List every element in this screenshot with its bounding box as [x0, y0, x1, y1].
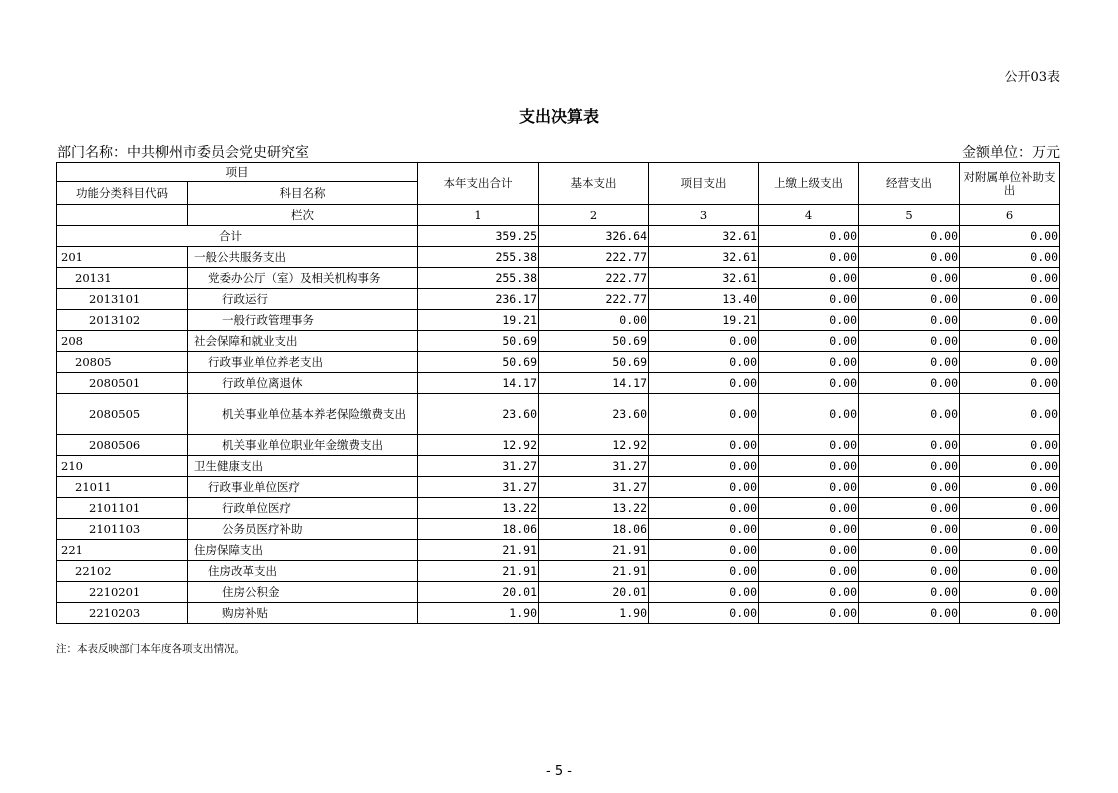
subject-name-cell: 社会保障和就业支出	[188, 331, 418, 352]
amount-cell: 0.00	[859, 289, 960, 310]
col-number: 2	[539, 205, 649, 226]
amount-cell: 0.00	[539, 310, 649, 331]
amount-cell: 23.60	[418, 394, 539, 435]
amount-cell: 12.92	[539, 435, 649, 456]
func-code-cell: 22102	[57, 561, 188, 582]
amount-cell: 0.00	[759, 477, 859, 498]
amount-cell: 0.00	[960, 394, 1060, 435]
subject-name-cell: 行政单位医疗	[188, 498, 418, 519]
total-value: 326.64	[539, 226, 649, 247]
amount-cell: 0.00	[759, 582, 859, 603]
func-code-cell: 2013101	[57, 289, 188, 310]
amount-cell: 19.21	[649, 310, 759, 331]
table-row	[57, 268, 1060, 289]
amount-cell: 13.22	[539, 498, 649, 519]
subject-name-cell: 机关事业单位职业年金缴费支出	[188, 435, 418, 456]
amount-cell: 0.00	[960, 247, 1060, 268]
amount-cell: 13.22	[418, 498, 539, 519]
total-value: 0.00	[759, 226, 859, 247]
amount-cell: 0.00	[960, 289, 1060, 310]
amount-cell: 0.00	[759, 268, 859, 289]
amount-cell: 255.38	[418, 268, 539, 289]
table-row	[57, 582, 1060, 603]
amount-cell: 0.00	[649, 352, 759, 373]
table-row	[57, 310, 1060, 331]
amount-cell: 31.27	[539, 456, 649, 477]
row-label: 栏次	[188, 205, 418, 226]
amount-cell: 0.00	[759, 289, 859, 310]
amount-cell: 0.00	[649, 477, 759, 498]
amount-cell: 19.21	[418, 310, 539, 331]
department-name: 部门名称：中共柳州市委员会党史研究室	[57, 145, 309, 161]
total-value: 32.61	[649, 226, 759, 247]
amount-cell: 0.00	[960, 603, 1060, 624]
total-value: 0.00	[859, 226, 960, 247]
total-value: 0.00	[960, 226, 1060, 247]
amount-cell: 0.00	[649, 456, 759, 477]
header-col-basic: 基本支出	[539, 163, 649, 205]
amount-cell: 0.00	[960, 456, 1060, 477]
expenditure-table	[56, 162, 1060, 624]
amount-cell: 0.00	[649, 394, 759, 435]
header-col-subsidy: 对附属单位补助支出	[960, 163, 1060, 205]
table-row	[57, 540, 1060, 561]
func-code-cell: 2210203	[57, 603, 188, 624]
amount-cell: 50.69	[418, 352, 539, 373]
func-code-cell: 208	[57, 331, 188, 352]
func-code-cell: 2080505	[57, 394, 188, 435]
col-number: 5	[859, 205, 960, 226]
table-row	[57, 247, 1060, 268]
amount-cell: 0.00	[759, 603, 859, 624]
amount-cell: 32.61	[649, 247, 759, 268]
amount-cell: 0.00	[649, 373, 759, 394]
amount-cell: 14.17	[539, 373, 649, 394]
amount-cell: 31.27	[418, 477, 539, 498]
total-value: 359.25	[418, 226, 539, 247]
header-subject-name: 科目名称	[188, 182, 418, 205]
table-row	[57, 373, 1060, 394]
amount-cell: 0.00	[960, 310, 1060, 331]
amount-cell: 0.00	[859, 561, 960, 582]
amount-cell: 0.00	[759, 247, 859, 268]
subject-name-cell: 行政单位离退休	[188, 373, 418, 394]
amount-cell: 21.91	[418, 540, 539, 561]
amount-cell: 0.00	[859, 310, 960, 331]
subject-name-cell: 党委办公厅（室）及相关机构事务	[188, 268, 418, 289]
col-number: 4	[759, 205, 859, 226]
amount-cell: 0.00	[759, 435, 859, 456]
amount-cell: 222.77	[539, 268, 649, 289]
table-row	[57, 352, 1060, 373]
amount-cell: 1.90	[418, 603, 539, 624]
header-col-project: 项目支出	[649, 163, 759, 205]
amount-cell: 0.00	[960, 519, 1060, 540]
amount-cell: 0.00	[759, 561, 859, 582]
amount-cell: 50.69	[539, 331, 649, 352]
amount-cell: 31.27	[539, 477, 649, 498]
amount-cell: 0.00	[960, 561, 1060, 582]
amount-cell: 236.17	[418, 289, 539, 310]
func-code-cell: 2080506	[57, 435, 188, 456]
amount-cell: 0.00	[960, 373, 1060, 394]
amount-cell: 0.00	[649, 582, 759, 603]
func-code-cell: 2013102	[57, 310, 188, 331]
subject-name-cell: 行政运行	[188, 289, 418, 310]
table-row	[57, 394, 1060, 435]
amount-cell: 20.01	[539, 582, 649, 603]
table-row	[57, 477, 1060, 498]
amount-cell: 255.38	[418, 247, 539, 268]
table-row	[57, 519, 1060, 540]
subject-name-cell: 一般行政管理事务	[188, 310, 418, 331]
amount-cell: 1.90	[539, 603, 649, 624]
amount-cell: 0.00	[960, 540, 1060, 561]
amount-cell: 0.00	[649, 331, 759, 352]
table-row	[57, 456, 1060, 477]
subject-name-cell: 公务员医疗补助	[188, 519, 418, 540]
func-code-cell: 201	[57, 247, 188, 268]
column-number-row	[57, 205, 1060, 226]
amount-cell: 0.00	[960, 477, 1060, 498]
page-title: 支出决算表	[518, 107, 599, 126]
amount-cell: 21.91	[539, 540, 649, 561]
amount-cell: 0.00	[859, 373, 960, 394]
amount-cell: 0.00	[649, 603, 759, 624]
func-code-cell: 221	[57, 540, 188, 561]
func-code-cell: 210	[57, 456, 188, 477]
form-code: 公开03表	[1004, 70, 1060, 85]
total-row	[57, 226, 1060, 247]
amount-cell: 0.00	[859, 268, 960, 289]
header-col-remit: 上缴上级支出	[759, 163, 859, 205]
amount-cell: 0.00	[649, 540, 759, 561]
amount-cell: 0.00	[759, 394, 859, 435]
amount-cell: 0.00	[859, 394, 960, 435]
amount-cell: 0.00	[759, 310, 859, 331]
empty-cell	[57, 205, 188, 226]
amount-cell: 23.60	[539, 394, 649, 435]
amount-cell: 222.77	[539, 247, 649, 268]
amount-cell: 18.06	[539, 519, 649, 540]
amount-cell: 0.00	[759, 331, 859, 352]
amount-cell: 0.00	[859, 498, 960, 519]
amount-cell: 0.00	[859, 331, 960, 352]
func-code-cell: 20805	[57, 352, 188, 373]
header-row-1	[57, 163, 1060, 182]
amount-cell: 50.69	[539, 352, 649, 373]
amount-cell: 14.17	[418, 373, 539, 394]
subject-name-cell: 一般公共服务支出	[188, 247, 418, 268]
total-label: 合计	[57, 226, 418, 247]
page-number: - 5 -	[546, 764, 572, 779]
table-row	[57, 498, 1060, 519]
table-row	[57, 331, 1060, 352]
amount-cell: 0.00	[859, 540, 960, 561]
amount-cell: 0.00	[960, 582, 1060, 603]
func-code-cell: 2101103	[57, 519, 188, 540]
func-code-cell: 2080501	[57, 373, 188, 394]
table-row	[57, 561, 1060, 582]
header-col-business: 经营支出	[859, 163, 960, 205]
subject-name-cell: 行政事业单位养老支出	[188, 352, 418, 373]
amount-cell: 222.77	[539, 289, 649, 310]
subject-name-cell: 机关事业单位基本养老保险缴费支出	[188, 394, 418, 435]
subject-name-cell: 住房公积金	[188, 582, 418, 603]
amount-cell: 0.00	[649, 435, 759, 456]
header-col-total: 本年支出合计	[418, 163, 539, 205]
amount-cell: 0.00	[859, 456, 960, 477]
amount-cell: 21.91	[539, 561, 649, 582]
amount-cell: 0.00	[859, 582, 960, 603]
amount-cell: 0.00	[960, 498, 1060, 519]
header-func-code: 功能分类科目代码	[57, 182, 188, 205]
amount-cell: 0.00	[759, 456, 859, 477]
amount-cell: 0.00	[960, 435, 1060, 456]
amount-cell: 50.69	[418, 331, 539, 352]
amount-cell: 0.00	[859, 435, 960, 456]
func-code-cell: 20131	[57, 268, 188, 289]
amount-cell: 20.01	[418, 582, 539, 603]
subject-name-cell: 行政事业单位医疗	[188, 477, 418, 498]
col-number: 1	[418, 205, 539, 226]
amount-cell: 0.00	[759, 373, 859, 394]
amount-cell: 0.00	[960, 268, 1060, 289]
table-body	[57, 163, 1060, 624]
amount-cell: 0.00	[859, 477, 960, 498]
amount-cell: 0.00	[759, 352, 859, 373]
subject-name-cell: 卫生健康支出	[188, 456, 418, 477]
col-number: 3	[649, 205, 759, 226]
amount-cell: 18.06	[418, 519, 539, 540]
table-note: 注：本表反映部门本年度各项支出情况。	[56, 643, 245, 655]
header-item: 项目	[57, 163, 418, 182]
amount-cell: 0.00	[759, 519, 859, 540]
amount-cell: 0.00	[859, 603, 960, 624]
amount-cell: 0.00	[649, 498, 759, 519]
subject-name-cell: 住房改革支出	[188, 561, 418, 582]
func-code-cell: 21011	[57, 477, 188, 498]
amount-cell: 0.00	[759, 540, 859, 561]
amount-cell: 0.00	[759, 498, 859, 519]
subject-name-cell: 购房补贴	[188, 603, 418, 624]
amount-cell: 0.00	[859, 247, 960, 268]
amount-cell: 0.00	[649, 519, 759, 540]
amount-cell: 0.00	[960, 352, 1060, 373]
amount-cell: 32.61	[649, 268, 759, 289]
amount-cell: 0.00	[649, 561, 759, 582]
amount-cell: 13.40	[649, 289, 759, 310]
col-number: 6	[960, 205, 1060, 226]
amount-cell: 12.92	[418, 435, 539, 456]
func-code-cell: 2101101	[57, 498, 188, 519]
table-row	[57, 435, 1060, 456]
amount-cell: 21.91	[418, 561, 539, 582]
amount-cell: 0.00	[859, 519, 960, 540]
amount-unit: 金额单位：万元	[962, 145, 1060, 161]
table-row	[57, 289, 1060, 310]
amount-cell: 31.27	[418, 456, 539, 477]
amount-cell: 0.00	[859, 352, 960, 373]
table-row	[57, 603, 1060, 624]
subject-name-cell: 住房保障支出	[188, 540, 418, 561]
amount-cell: 0.00	[960, 331, 1060, 352]
func-code-cell: 2210201	[57, 582, 188, 603]
